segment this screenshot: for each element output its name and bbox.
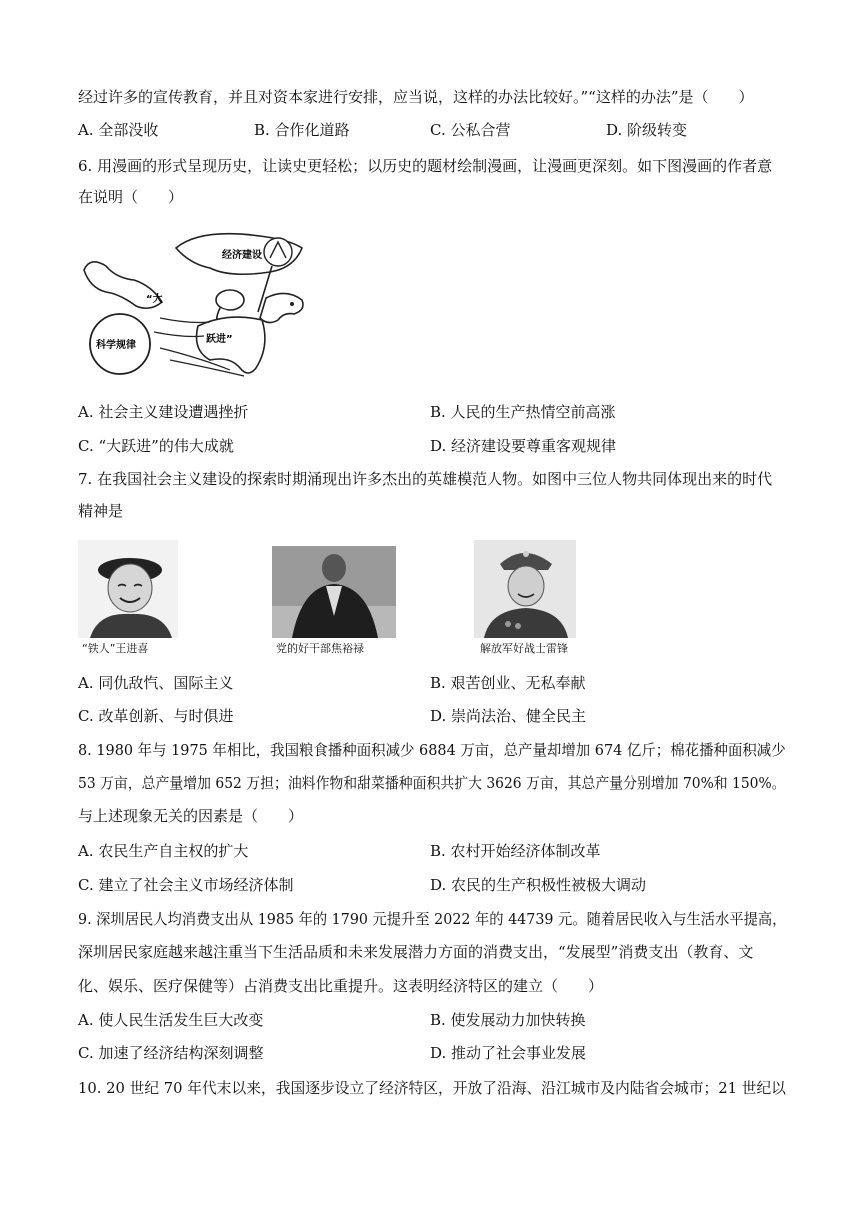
q6-stem-line1: 6. 用漫画的形式呈现历史，让读史更轻松；以历史的题材绘制漫画，让漫画更深刻。如下图漫画的作者意 xyxy=(78,157,773,175)
wang-jinxi-photo xyxy=(78,540,178,638)
q8-stem-line2: 53 万亩，总产量增加 652 万担；油料作物和甜菜播种面积共扩大 3626 万亩，其总产量分别增加 70%和 150%。 xyxy=(78,774,786,792)
q7-stem-line2: 精神是 xyxy=(78,502,124,520)
caption-jiao-yulu: 党的好干部焦裕禄 xyxy=(276,642,364,655)
q9-stem-line1: 9. 深圳居民人均消费支出从 1985 年的 1790 元提升至 2022 年的 44739 元。随着居民收入与生活水平提高， xyxy=(78,910,787,928)
q5-stem-tail: 经过许多的宣传教育，并且对资本家进行安排，应当说，这样的办法比较好。”“这样的办法”是（ ） xyxy=(78,88,754,106)
q5-option-b[interactable]: B. 合作化道路 xyxy=(254,121,350,139)
caption-lei-feng: 解放军好战士雷锋 xyxy=(480,642,568,655)
q8-option-c[interactable]: C. 建立了社会主义市场经济体制 xyxy=(78,876,294,894)
q9-option-a[interactable]: A. 使人民生活发生巨大改变 xyxy=(78,1011,264,1029)
q5-option-c[interactable]: C. 公私合营 xyxy=(430,121,511,139)
q7-option-b[interactable]: B. 艰苦创业、无私奉献 xyxy=(430,674,586,692)
q7-stem-line1: 7. 在我国社会主义建设的探索时期涌现出许多杰出的英雄模范人物。如图中三位人物共同体现出来的时代 xyxy=(78,470,773,488)
lei-feng-photo xyxy=(474,540,576,638)
cartoon-law-label: 科学规律 xyxy=(96,340,136,351)
caption-wang-jinxi: “铁人”王进喜 xyxy=(82,642,149,655)
q5-option-a[interactable]: A. 全部没收 xyxy=(78,121,159,139)
cartoon-da-label: “大 xyxy=(146,294,163,305)
q7-option-a[interactable]: A. 同仇敌忾、国际主义 xyxy=(78,674,234,692)
cartoon-yuejin-label: 跃进” xyxy=(206,334,233,345)
q5-option-d[interactable]: D. 阶级转变 xyxy=(606,121,688,139)
q6-stem-line2: 在说明（ ） xyxy=(78,188,184,206)
q10-stem-line1: 10. 20 世纪 70 年代末以来，我国逐步设立了经济特区，开放了沿海、沿江城市及内陆省会城市；21 世纪以 xyxy=(78,1079,786,1097)
q9-stem-line2: 深圳居民家庭越来越注重当下生活品质和未来发展潜力方面的消费支出，“发展型”消费支出（教育、文 xyxy=(78,943,754,961)
q8-option-b[interactable]: B. 农村开始经济体制改革 xyxy=(430,842,601,860)
q9-option-b[interactable]: B. 使发展动力加快转换 xyxy=(430,1011,586,1029)
q8-option-d[interactable]: D. 农民的生产积极性被极大调动 xyxy=(430,876,647,894)
q6-option-a[interactable]: A. 社会主义建设遭遇挫折 xyxy=(78,403,249,421)
q8-stem-line1: 8. 1980 年与 1975 年相比，我国粮食播种面积减少 6884 万亩，总产量却增加 674 亿斤；棉花播种面积减少 xyxy=(78,741,786,759)
q9-option-c[interactable]: C. 加速了经济结构深刻调整 xyxy=(78,1044,264,1062)
q8-stem-line3: 与上述现象无关的因素是（ ） xyxy=(78,807,304,825)
q7-option-c[interactable]: C. 改革创新、与时俱进 xyxy=(78,707,234,725)
q7-option-d[interactable]: D. 崇尚法治、健全民主 xyxy=(430,707,587,725)
jiao-yulu-photo xyxy=(272,546,396,638)
cartoon-flag-label: 经济建设 xyxy=(222,250,262,261)
q6-option-d[interactable]: D. 经济建设要尊重客观规律 xyxy=(430,437,617,455)
q6-option-b[interactable]: B. 人民的生产热情空前高涨 xyxy=(430,403,616,421)
great-leap-cartoon xyxy=(80,228,310,378)
q6-option-c[interactable]: C. “大跃进”的伟大成就 xyxy=(78,437,234,455)
q8-option-a[interactable]: A. 农民生产自主权的扩大 xyxy=(78,842,249,860)
q9-stem-line3: 化、娱乐、医疗保健等）占消费支出比重提升。这表明经济特区的建立（ ） xyxy=(78,977,604,995)
q9-option-d[interactable]: D. 推动了社会事业发展 xyxy=(430,1044,587,1062)
